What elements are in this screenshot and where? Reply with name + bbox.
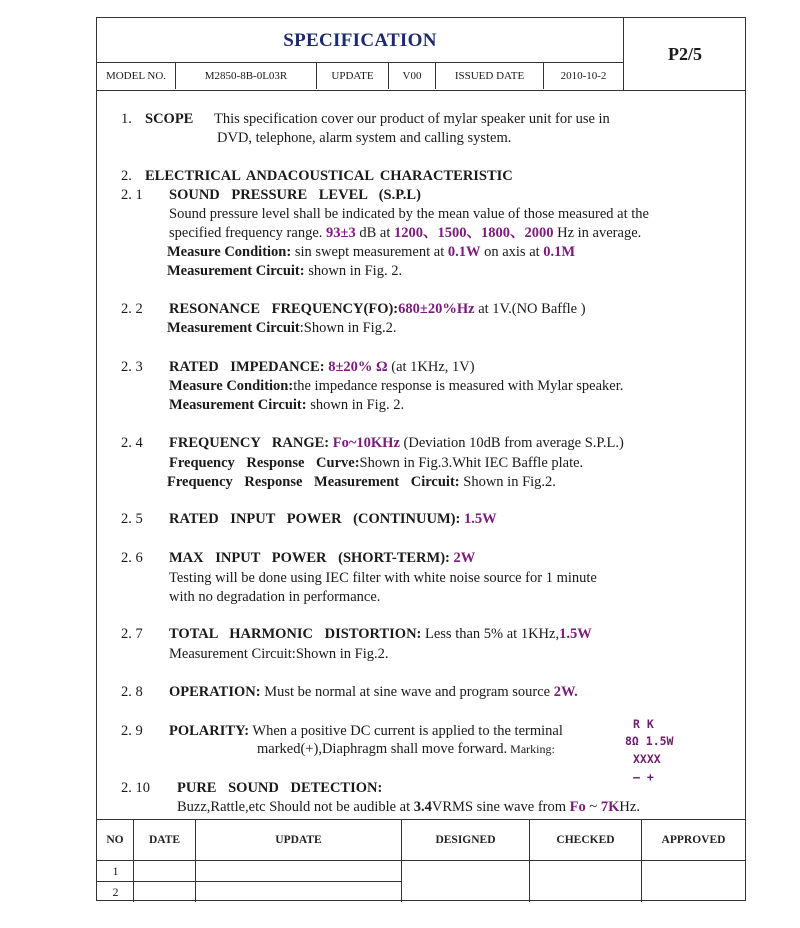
section-2-number: 2. <box>121 168 132 184</box>
spl-number: 2. 1 <box>121 187 143 203</box>
measure-condition-label: Measure Condition: <box>169 378 294 394</box>
freq-range-line-3 <box>167 473 556 491</box>
rated-power-title: RATED INPUT POWER (CONTINUUM): <box>169 511 461 527</box>
scope-title: SCOPE <box>145 111 194 127</box>
resonance-text: at 1V.(NO Baffle ) <box>474 301 586 317</box>
thd-line-1 <box>169 625 592 643</box>
spl-text: shown in Fig. 2. <box>304 263 403 279</box>
row-1-number: 1 <box>112 864 119 878</box>
marking-polarity: – + <box>633 770 654 784</box>
freq-range-text: (Deviation 10dB from average S.P.L.) <box>399 435 624 451</box>
measure-condition-label: Measure Condition: <box>167 244 292 260</box>
impedance-title: RATED IMPEDANCE: <box>169 359 325 375</box>
impedance-value: 8±20% Ω <box>324 359 388 375</box>
marking-rating: 8Ω 1.5W <box>625 734 674 748</box>
model-no-label: MODEL NO. <box>97 63 176 89</box>
impedance-line-1 <box>169 358 475 376</box>
marking-brand: R K <box>633 717 654 731</box>
max-power-title: MAX INPUT POWER (SHORT-TERM): <box>169 550 450 566</box>
operation-title: OPERATION: <box>169 684 261 700</box>
page-number: P2/5 <box>623 18 746 90</box>
col-approved-header: APPROVED <box>661 834 726 846</box>
polarity-line-1 <box>169 722 563 740</box>
impedance-line-2 <box>169 377 623 395</box>
polarity-title: POLARITY: <box>169 723 250 739</box>
col-no-header: NO <box>97 820 134 902</box>
thd-title: TOTAL HARMONIC DISTORTION: <box>169 626 422 642</box>
col-designed-header: DESIGNED <box>402 820 530 902</box>
operation-line <box>169 683 578 701</box>
freq-range-title: FREQUENCY RANGE: <box>169 435 330 451</box>
issued-date-label: ISSUED DATE <box>436 63 544 89</box>
impedance-line-3 <box>169 396 404 414</box>
resonance-title: RESONANCE FREQUENCY(FO): <box>169 301 399 317</box>
rated-power-line <box>169 510 497 528</box>
operation-number: 2. 8 <box>121 684 143 700</box>
impedance-number: 2. 3 <box>121 359 143 375</box>
spec-sheet <box>96 17 746 901</box>
freq-range-value: Fo~10KHz <box>329 435 400 451</box>
scope-line-1: This specification cover our product of mylar speaker unit for use in <box>214 111 610 127</box>
pure-sound-upper: 7K <box>600 799 620 815</box>
header <box>97 18 745 91</box>
freq-range-text: Shown in Fig.2. <box>459 474 556 490</box>
max-power-line-3: with no degradation in performance. <box>169 589 381 605</box>
pure-sound-line-2 <box>177 798 640 816</box>
marking-label: Marking: <box>507 742 555 756</box>
pure-sound-title: PURE SOUND DETECTION: <box>177 780 383 796</box>
polarity-line-2 <box>257 740 555 758</box>
pure-sound-text: VRMS sine wave from <box>431 799 570 815</box>
spl-line-4 <box>167 262 402 280</box>
spl-line-1: Sound pressure level shall be indicated by the mean value of those measured at the <box>169 206 649 222</box>
model-no-value: M2850-8B-0L03R <box>176 63 317 89</box>
spl-text: Hz in average. <box>553 225 642 241</box>
rated-power-number: 2. 5 <box>121 511 143 527</box>
spl-frequencies: 1200、1500、1800、2000 <box>394 225 554 241</box>
col-date-header: DATE <box>134 820 196 902</box>
response-circuit-label: Frequency Response Measurement Circuit: <box>167 474 460 490</box>
pure-sound-voltage: 3.4 <box>413 799 432 815</box>
resonance-line-2 <box>167 319 396 337</box>
operation-value: 2W. <box>553 684 578 700</box>
pure-sound-fo: Fo <box>569 799 586 815</box>
measurement-circuit-label: Measurement Circuit <box>167 320 300 336</box>
update-value: V00 <box>389 63 436 89</box>
pure-sound-text: ~ <box>585 799 601 815</box>
freq-range-text: Shown in Fig.3.Whit IEC Baffle plate. <box>359 455 584 471</box>
spl-distance: 0.1M <box>543 244 576 260</box>
row-2-number: 2 <box>112 885 119 899</box>
resonance-text: :Shown in Fig.2. <box>299 320 397 336</box>
spl-title: SOUND PRESSURE LEVEL (S.P.L) <box>169 187 421 203</box>
spl-line-2 <box>169 224 641 242</box>
impedance-text: (at 1KHz, 1V) <box>387 359 475 375</box>
section-2-title: ELECTRICAL ANDACOUSTICAL CHARACTERISTIC <box>145 168 513 184</box>
max-power-value: 2W <box>449 550 476 566</box>
pure-sound-text: Buzz,Rattle,etc Should not be audible at <box>177 799 414 815</box>
issued-date-value: 2010-10-2 <box>560 70 607 82</box>
max-power-number: 2. 6 <box>121 550 143 566</box>
spl-line-3 <box>167 243 575 261</box>
row-divider <box>97 881 402 882</box>
resonance-value: 680±20%Hz <box>398 301 475 317</box>
scope-number: 1. <box>121 111 132 127</box>
rated-power-value: 1.5W <box>460 511 497 527</box>
freq-range-line-2 <box>169 454 583 472</box>
pure-sound-number: 2. 10 <box>121 780 150 796</box>
response-curve-label: Frequency Response Curve: <box>169 455 360 471</box>
resonance-number: 2. 2 <box>121 301 143 317</box>
max-power-line-2: Testing will be done using IEC filter with white noise source for 1 minute <box>169 570 597 586</box>
polarity-text: When a positive DC current is applied to the terminal <box>249 723 563 739</box>
freq-range-line-1 <box>169 434 624 452</box>
spl-text: dB at <box>355 225 394 241</box>
polarity-text: marked(+),Diaphragm shall move forward. <box>257 741 508 757</box>
max-power-line-1 <box>169 549 475 567</box>
impedance-text: the impedance response is measured with Mylar speaker. <box>293 378 624 394</box>
measurement-circuit-label: Measurement Circuit: <box>169 397 307 413</box>
spl-text: on axis at <box>480 244 544 260</box>
spl-value: 93±3 <box>326 225 356 241</box>
scope-line-2: DVD, telephone, alarm system and calling system. <box>217 130 512 146</box>
freq-range-number: 2. 4 <box>121 435 143 451</box>
page-title: SPECIFICATION <box>97 18 623 63</box>
operation-text: Must be normal at sine wave and program source <box>260 684 554 700</box>
impedance-text: shown in Fig. 2. <box>306 397 405 413</box>
polarity-number: 2. 9 <box>121 723 143 739</box>
spl-text: sin swept measurement at <box>291 244 448 260</box>
thd-value: 1.5W <box>559 626 592 642</box>
update-label: UPDATE <box>317 63 389 89</box>
thd-text: Less than 5% at 1KHz, <box>421 626 560 642</box>
spl-text: specified frequency range. <box>169 225 327 241</box>
col-checked-header: CHECKED <box>530 820 642 902</box>
spl-power: 0.1W <box>447 244 481 260</box>
thd-line-2: Measurement Circuit:Shown in Fig.2. <box>169 646 389 662</box>
col-update-header: UPDATE <box>196 820 402 902</box>
marking-code: XXXX <box>633 752 661 766</box>
revision-table <box>97 819 745 902</box>
measurement-circuit-label: Measurement Circuit: <box>167 263 305 279</box>
resonance-line-1 <box>169 300 586 318</box>
pure-sound-text: Hz. <box>619 799 640 815</box>
header-divider <box>97 860 745 861</box>
thd-number: 2. 7 <box>121 626 143 642</box>
